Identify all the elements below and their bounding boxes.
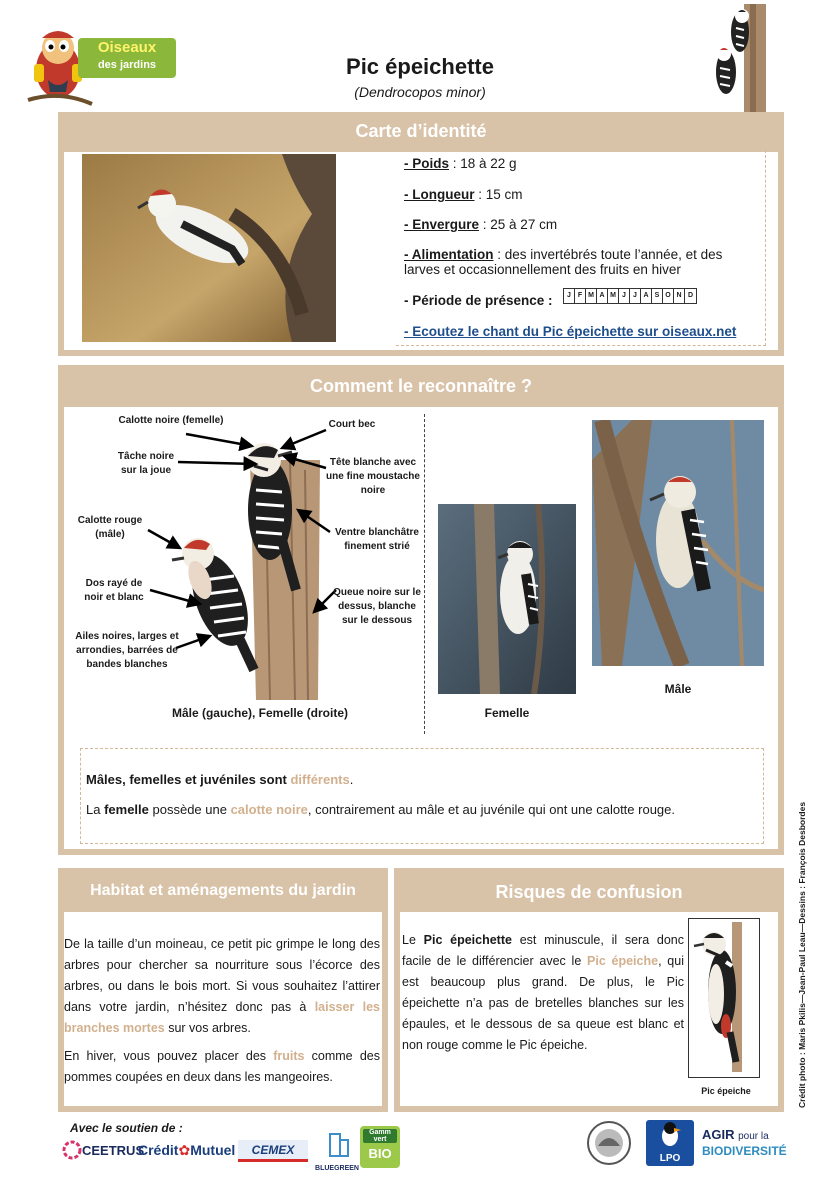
- gamm-vert-text: Gamm vert: [363, 1129, 397, 1143]
- lpo-logo: [646, 1120, 694, 1166]
- month-cell: S: [652, 289, 663, 303]
- label-tete-blanche: Tête blanche avec une fine moustache noire: [326, 457, 420, 496]
- note-2: [86, 802, 675, 817]
- fact-poids: [404, 156, 517, 172]
- confusion-bold: Pic épeichette: [423, 933, 512, 947]
- confusion-title: Risques de confusion: [495, 882, 683, 902]
- month-cell: O: [663, 289, 674, 303]
- lpo-text: LPO: [659, 1153, 681, 1164]
- habitat-p1-b: sur vos arbres.: [164, 1021, 251, 1035]
- sponsor-ceetrus: [62, 1140, 144, 1160]
- month-cell: F: [575, 289, 586, 303]
- photo-female: [438, 504, 576, 694]
- latin-name: (Dendrocopos minor): [354, 84, 486, 100]
- caption-male: Mâle: [664, 682, 692, 696]
- recognize-title: Comment le reconnaître ?: [309, 376, 533, 396]
- page-title: Pic épeichette: [346, 54, 494, 79]
- recognize-notes-box: [80, 748, 764, 844]
- photo-credits: Crédit photo : Maris Pkilis—Jean-Paul Leau—Dessins : François Desbordes: [797, 801, 807, 1108]
- month-cell: D: [687, 292, 694, 299]
- header-woodpecker-illustration: [700, 4, 780, 112]
- biodiversite-text: BIODIVERSITÉ: [702, 1144, 787, 1158]
- habitat-paragraph-1: [64, 934, 380, 1039]
- habitat-paragraph-2: [64, 1046, 380, 1088]
- label-queue: Queue noire sur le dessus, blanche sur le dessous: [333, 587, 421, 626]
- photo-male-on-trunk: [82, 154, 336, 342]
- habitat-p1-a: De la taille d’un moineau, ce petit pic grimpe le long des arbres pour chercher sa nourriture sous l’écorce des arbres, ou dans le bois mort. Si vous souhaitez l’attirer dans votre jardin, n’hésitez donc pas à: [64, 937, 380, 1014]
- note-2-bold: femelle: [104, 802, 149, 817]
- note-2-b: possède une: [148, 802, 231, 817]
- fact-envergure-label: - Envergure: [404, 217, 480, 232]
- puffin-icon: [655, 1120, 685, 1148]
- fact-longueur: [404, 187, 523, 203]
- habitat-p2-highlight: fruits: [273, 1049, 305, 1063]
- confusion-highlight: Pic épeiche: [587, 954, 659, 968]
- label-calotte-rouge: Calotte rouge (mâle): [77, 515, 143, 540]
- bluegreen-text: BLUEGREEN: [315, 1165, 359, 1172]
- sponsor-bluegreen: [314, 1130, 360, 1172]
- bluegreen-icon: [322, 1130, 352, 1160]
- confusion-b: est minuscule, il sera donc facile de le différencier avec le: [402, 933, 684, 968]
- fact-poids-value: : 18 à 22 g: [449, 156, 517, 171]
- nature-reserve-seal-icon: [586, 1118, 632, 1168]
- pic-epeiche-caption: Pic épeiche: [701, 1086, 751, 1096]
- month-cell: A: [597, 289, 608, 303]
- fact-longueur-value: : 15 cm: [474, 187, 523, 202]
- month-cell: J: [619, 289, 630, 303]
- note-2-highlight: calotte noire: [230, 802, 308, 817]
- photo-male: [592, 420, 764, 666]
- label-ailes: Ailes noires, larges et arrondies, barrées de bandes blanches: [75, 631, 179, 670]
- label-tache-noire: Tâche noire sur la joue: [117, 451, 175, 476]
- listen-song-link[interactable]: - Ecoutez le chant du Pic épeichette sur oiseaux.net: [404, 324, 737, 339]
- fact-alimentation-label: - Alimentation: [404, 247, 494, 262]
- pic-epeiche-drawing: [692, 922, 756, 1072]
- note-1-text: Mâles, femelles et juvéniles sont: [86, 772, 291, 787]
- sponsor-ceetrus-text: CEETRUS: [82, 1142, 145, 1158]
- month-cell: A: [641, 289, 652, 303]
- habitat-p2-b: comme des pommes coupées en deux dans les mangeoires.: [64, 1049, 380, 1084]
- note-2-a: La: [86, 802, 105, 817]
- fact-alimentation: [404, 247, 754, 277]
- label-ventre: Ventre blanchâtre finement strié: [335, 527, 419, 552]
- fact-alimentation-value: : des invertébrés toute l’année, et des larves et occasionnellement des fruits en hiver: [404, 247, 723, 277]
- month-cell: J: [564, 289, 575, 303]
- presence-months-grid: [563, 288, 697, 304]
- sponsor-credit-mutuel: Crédit✿Mutuel: [138, 1142, 236, 1158]
- label-dos: Dos rayé de noir et blanc: [84, 578, 144, 603]
- confusion-c: , qui est beaucoup plus grand. De plus, le Pic épeichette n’a pas de bretelles blanches sur les épaules, et le dessous de sa queue est blanc et non rouge comme le Pic épeiche.: [402, 954, 684, 1052]
- ceetrus-icon: [62, 1140, 82, 1160]
- logo-line-2: des jardins: [97, 59, 157, 71]
- note-1-highlight: différents: [290, 772, 350, 787]
- fact-longueur-label: - Longueur: [404, 187, 475, 202]
- fact-poids-label: - Poids: [404, 156, 450, 171]
- agir-text: AGIR: [702, 1127, 735, 1142]
- fact-envergure-value: : 25 à 27 cm: [479, 217, 558, 232]
- credit-mutuel-word-2: Mutuel: [190, 1142, 236, 1158]
- agir-pour-la: pour la: [738, 1131, 769, 1142]
- credit-mutuel-word-1: Crédit: [138, 1142, 179, 1158]
- note-1-end: .: [349, 772, 354, 787]
- logo-line-1: Oiseaux: [97, 39, 157, 56]
- sponsor-cemex: CEMEX: [238, 1140, 308, 1162]
- habitat-title: Habitat et aménagements du jardin: [90, 882, 356, 899]
- month-cell: J: [630, 289, 641, 303]
- habitat-p1-highlight: laisser les branches mortes: [64, 1000, 381, 1035]
- agir-biodiversite-logo: [702, 1128, 787, 1158]
- sponsor-gamm-vert-bio: [360, 1126, 400, 1168]
- caption-female: Femelle: [484, 706, 530, 720]
- label-court-bec: Court bec: [328, 419, 376, 430]
- fact-envergure: [404, 217, 557, 233]
- identity-title: Carte d’identité: [355, 121, 487, 141]
- label-calotte-noire: Calotte noire (femelle): [118, 415, 224, 426]
- confusion-paragraph: [402, 930, 684, 1056]
- note-1: [86, 772, 353, 787]
- bio-text: BIO: [368, 1146, 392, 1161]
- habitat-p2-a: En hiver, vous pouvez placer des: [64, 1049, 274, 1063]
- confusion-a: Le: [402, 933, 424, 947]
- month-cell: M: [586, 289, 597, 303]
- note-2-c: , contrairement au mâle et au juvénile qui ont une calotte rouge.: [307, 802, 675, 817]
- support-label: Avec le soutien de :: [70, 1121, 183, 1135]
- month-cell: N: [674, 289, 685, 303]
- caption-drawing: Mâle (gauche), Femelle (droite): [171, 706, 349, 720]
- fact-presence: - Période de présence :: [404, 293, 553, 308]
- month-cell: M: [608, 289, 619, 303]
